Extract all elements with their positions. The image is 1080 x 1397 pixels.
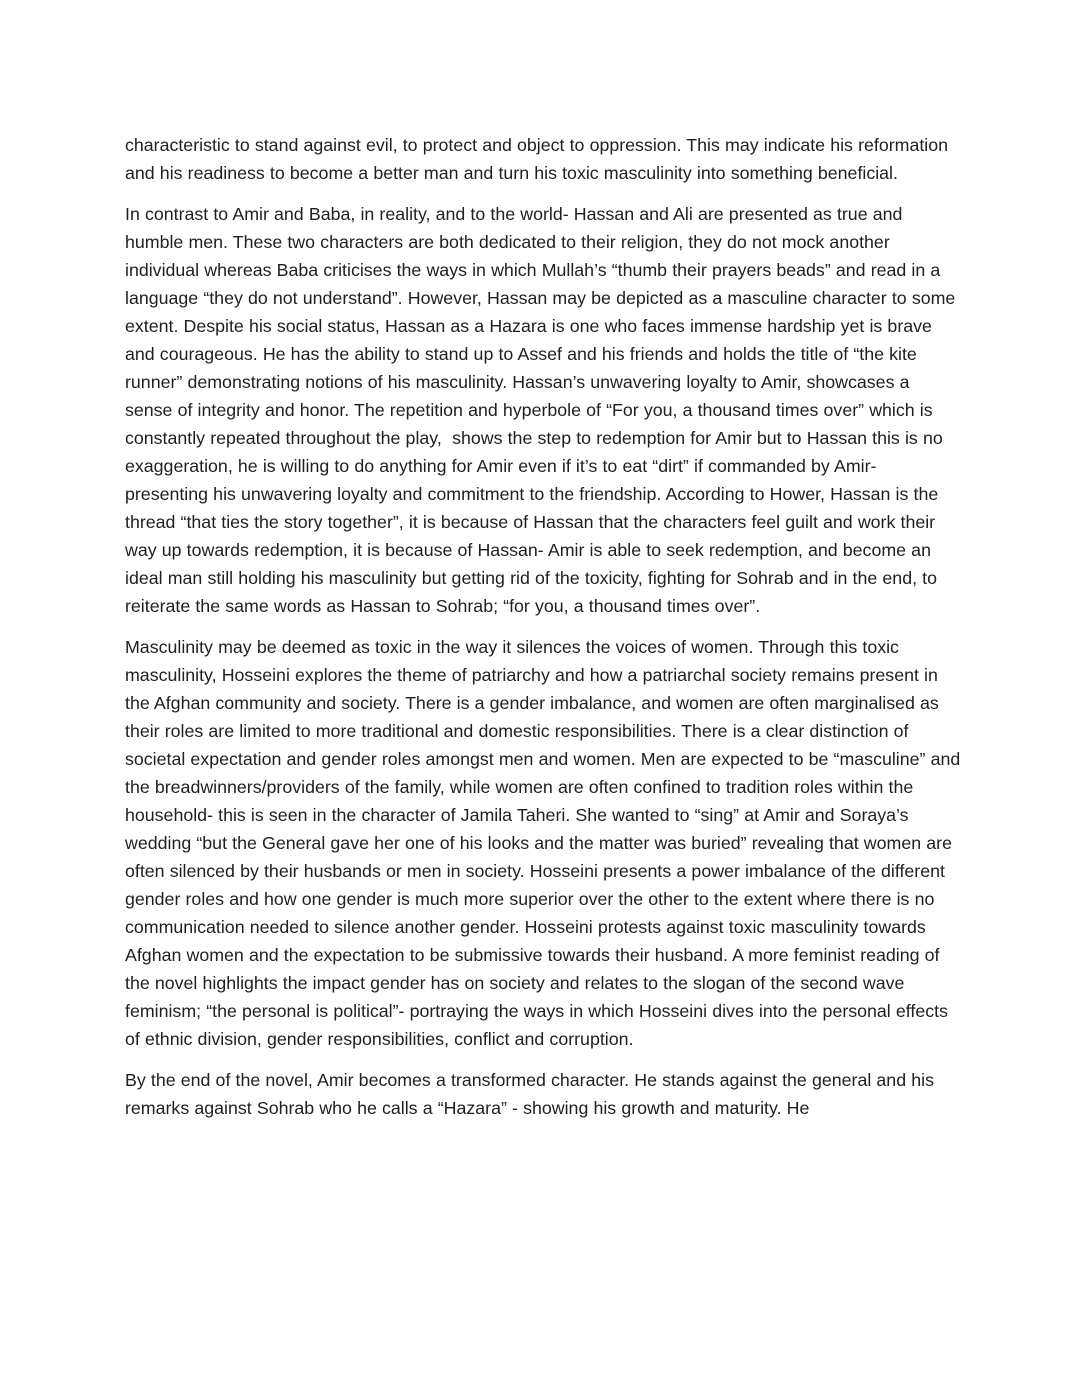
essay-paragraph: characteristic to stand against evil, to protect and object to oppression. This may indicate his reformation and his readiness to become a better man and turn his toxic masculinity into something beneficial.	[125, 135, 954, 183]
essay-paragraph: In contrast to Amir and Baba, in reality, and to the world- Hassan and Ali are presented as true and humble men. These two characters are both dedicated to their religion, they do not mock another individual whereas Baba criticises the ways in which Mullah’s “thumb their prayers beads” and read in a language “they do not understand”. However, Hassan may be depicted as a masculine character to some extent. Despite his social status, Hassan as a Hazara is one who faces immense hardship yet is brave and courageous. He has the ability to stand up to Assef and his friends and holds the title of “the kite runner” demonstrating notions of his masculinity. Hassan’s unwavering loyalty to Amir, showcases a sense of integrity and honor. The repetition and hyperbole of “For you, a thousand times over” which is constantly repeated throughout the play, shows the step to redemption for Amir but to Hassan this is no exaggeration, he is willing to do anything for Amir even if it’s to eat “dirt” if commanded by Amir- presenting his unwavering loyalty and commitment to the friendship. According to Hower, Hassan is the thread “that ties the story together”, it is because of Hassan that the characters feel guilt and work their way up towards redemption, it is because of Hassan- Amir is able to seek redemption, and become an ideal man still holding his masculinity but getting rid of the toxicity, fighting for Sohrab and in the end, to reiterate the same words as Hassan to Sohrab; “for you, a thousand times over”.	[125, 204, 961, 616]
essay-paragraph: Masculinity may be deemed as toxic in the way it silences the voices of women. Through this toxic masculinity, Hosseini explores the theme of patriarchy and how a patriarchal society remains present in the Afghan community and society. There is a gender imbalance, and women are often marginalised as their roles are limited to more traditional and domestic responsibilities. There is a clear distinction of societal expectation and gender roles amongst men and women. Men are expected to be “masculine” and the breadwinners/providers of the family, while women are often confined to tradition roles within the household- this is seen in the character of Jamila Taheri. She wanted to “sing” at Amir and Soraya’s wedding “but the General gave her one of his looks and the matter was buried” revealing that women are often silenced by their husbands or men in society. Hosseini presents a power imbalance of the different gender roles and how one gender is much more superior over the other to the extent where there is no communication needed to silence another gender. Hosseini protests against toxic masculinity towards Afghan women and the expectation to be submissive towards their husband. A more feminist reading of the novel highlights the impact gender has on society and relates to the slogan of the second wave feminism; “the personal is political”- portraying the ways in which Hosseini dives into the personal effects of ethnic division, gender responsibilities, conflict and corruption.	[125, 637, 966, 1049]
essay-body	[125, 131, 966, 1122]
essay-paragraph: By the end of the novel, Amir becomes a transformed character. He stands against the general and his remarks against Sohrab who he calls a “Hazara” - showing his growth and maturity. He	[125, 1070, 940, 1118]
